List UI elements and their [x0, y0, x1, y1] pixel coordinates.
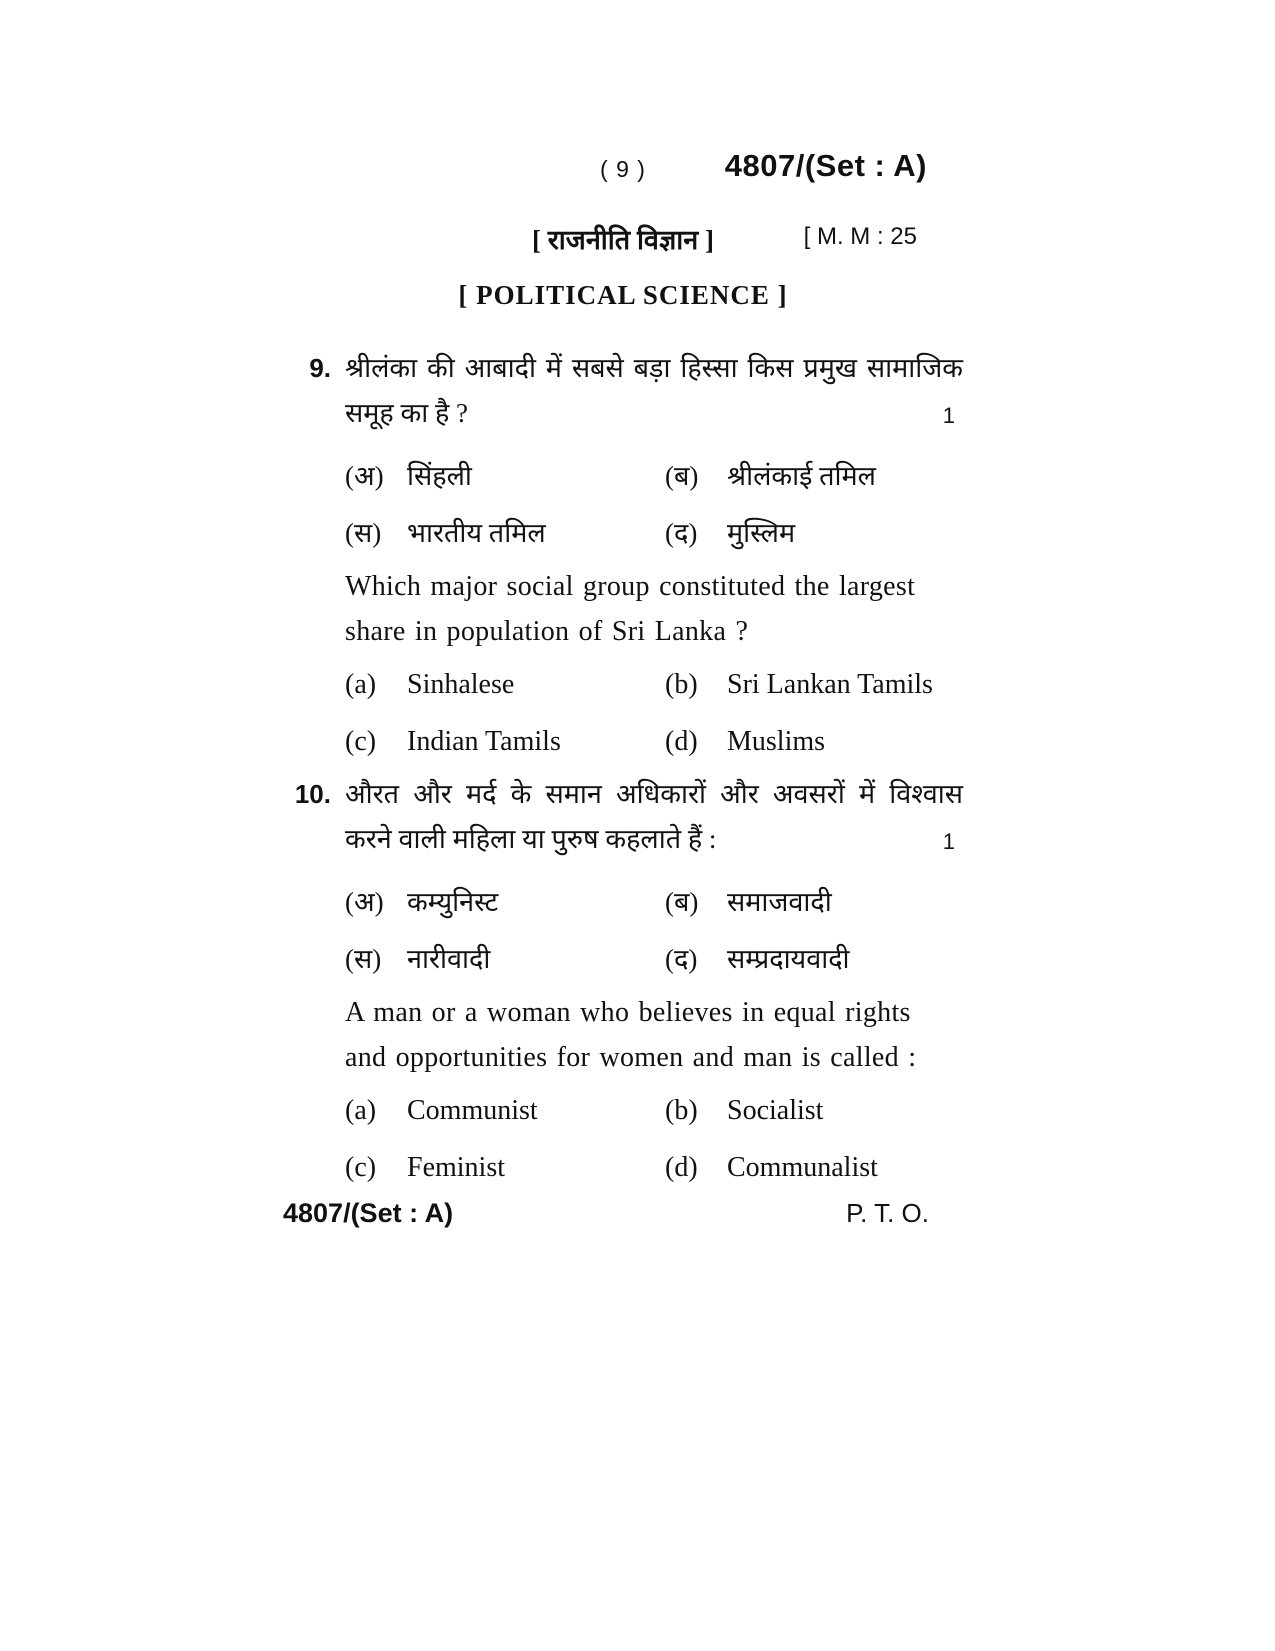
- q10-option-english-d-label: (d): [665, 1152, 698, 1183]
- q9-option-english-a-label: (a): [345, 669, 377, 700]
- q10-option-hindi-s: [345, 937, 665, 982]
- q9-option-english-a: [345, 662, 665, 707]
- q10-option-english-b-label: (b): [665, 1095, 698, 1126]
- q9-option-hindi-a-label: (अ): [345, 461, 384, 491]
- q9-hindi-line1-row: [283, 346, 963, 391]
- paper-code-footer: 4807/(Set : A): [283, 1198, 454, 1228]
- q10-option-hindi-b-label: (ब): [665, 887, 699, 917]
- question-10: [283, 772, 963, 1190]
- q9-option-hindi-s-text: भारतीय तमिल: [407, 518, 546, 548]
- q9-option-hindi-d-text: मुस्लिम: [727, 518, 796, 548]
- q9-option-hindi-s-label: (स): [345, 518, 382, 548]
- q9-option-english-b-text: Sri Lankan Tamils: [727, 669, 933, 700]
- q9-option-hindi-d-label: (द): [665, 518, 698, 548]
- q10-option-hindi-d-text: सम्प्रदायवादी: [727, 944, 850, 974]
- q9-hindi-line2: समूह का है ?: [345, 398, 469, 428]
- page-header: [283, 150, 963, 190]
- q9-option-english-c: [345, 719, 665, 764]
- subject-row: [283, 220, 963, 256]
- q9-option-hindi-b: [665, 454, 963, 499]
- q10-option-hindi-a: [345, 880, 665, 925]
- page-number: ( 9 ): [600, 156, 646, 182]
- max-marks: [ M. M : 25: [803, 223, 917, 250]
- q9-english-line1: Which major social group constituted the largest: [345, 571, 916, 602]
- q10-option-english-c-label: (c): [345, 1152, 377, 1183]
- q9-option-english-d: [665, 719, 963, 764]
- q9-marks: 1: [942, 403, 955, 428]
- q10-option-english-a-label: (a): [345, 1095, 377, 1126]
- q9-option-hindi-a: [345, 454, 665, 499]
- q9-option-english-d-label: (d): [665, 726, 698, 757]
- q10-option-hindi-s-label: (स): [345, 944, 382, 974]
- q10-options-english: [345, 1088, 963, 1190]
- q9-option-english-d-text: Muslims: [727, 726, 826, 757]
- q10-marks: 1: [942, 829, 955, 854]
- q10-option-hindi-s-text: नारीवादी: [407, 944, 491, 974]
- q9-english-line2: share in population of Sri Lanka ?: [345, 616, 749, 647]
- q10-english-line1: A man or a woman who believes in equal rights: [345, 997, 911, 1028]
- q9-option-hindi-s: [345, 511, 665, 556]
- q9-hindi-line2-row: [345, 391, 963, 436]
- q9-options-english: [345, 662, 963, 764]
- q10-english-line2: and opportunities for women and man is called :: [345, 1042, 917, 1073]
- q9-option-hindi-b-label: (ब): [665, 461, 699, 491]
- q9-option-english-c-text: Indian Tamils: [407, 726, 561, 757]
- q9-option-hindi-d: [665, 511, 963, 556]
- q9-option-hindi-a-text: सिंहली: [407, 461, 472, 491]
- q9-hindi-line1: श्रीलंका की आबादी में सबसे बड़ा हिस्सा किस प्रमुख सामाजिक: [345, 353, 963, 383]
- q10-number: 10.: [294, 779, 331, 809]
- q10-option-hindi-d: [665, 937, 963, 982]
- q10-english-text: [345, 990, 963, 1080]
- q10-hindi-line1: औरत और मर्द के समान अधिकारों और अवसरों में विश्वास: [345, 779, 963, 809]
- q10-option-english-a: [345, 1088, 665, 1133]
- q9-option-hindi-b-text: श्रीलंकाई तमिल: [727, 461, 876, 491]
- q10-hindi-line1-row: [283, 772, 963, 817]
- q10-option-english-c: [345, 1145, 665, 1190]
- q9-number: 9.: [309, 353, 331, 383]
- q10-option-english-d-text: Communalist: [727, 1152, 878, 1183]
- q10-options-hindi: [345, 880, 963, 982]
- q10-option-english-b: [665, 1088, 963, 1133]
- q10-option-english-d: [665, 1145, 963, 1190]
- q10-option-hindi-b: [665, 880, 963, 925]
- q10-option-hindi-a-label: (अ): [345, 887, 384, 917]
- subject-title-hindi: [ राजनीति विज्ञान ]: [532, 225, 714, 255]
- q9-english-text: [345, 564, 963, 654]
- q9-options-hindi: [345, 454, 963, 556]
- q10-option-english-c-text: Feminist: [407, 1152, 506, 1183]
- q10-option-english-b-text: Socialist: [727, 1095, 824, 1126]
- q10-option-english-a-text: Communist: [407, 1095, 538, 1126]
- page-footer: [283, 1198, 963, 1229]
- q9-option-english-b-label: (b): [665, 669, 698, 700]
- question-9: [283, 346, 963, 764]
- pto-label: P. T. O.: [846, 1198, 929, 1228]
- section-title: [ POLITICAL SCIENCE ]: [458, 280, 788, 310]
- q9-option-english-c-label: (c): [345, 726, 377, 757]
- q9-option-english-b: [665, 662, 963, 707]
- q9-option-english-a-text: Sinhalese: [407, 669, 515, 700]
- q10-hindi-line2: करने वाली महिला या पुरुष कहलाते हैं :: [345, 824, 717, 854]
- q10-option-hindi-a-text: कम्युनिस्ट: [407, 887, 499, 917]
- q10-option-hindi-b-text: समाजवादी: [727, 887, 832, 917]
- q10-option-hindi-d-label: (द): [665, 944, 698, 974]
- page-content: [283, 0, 963, 1229]
- q10-hindi-line2-row: [345, 817, 963, 862]
- paper-code-header: 4807/(Set : A): [724, 148, 927, 183]
